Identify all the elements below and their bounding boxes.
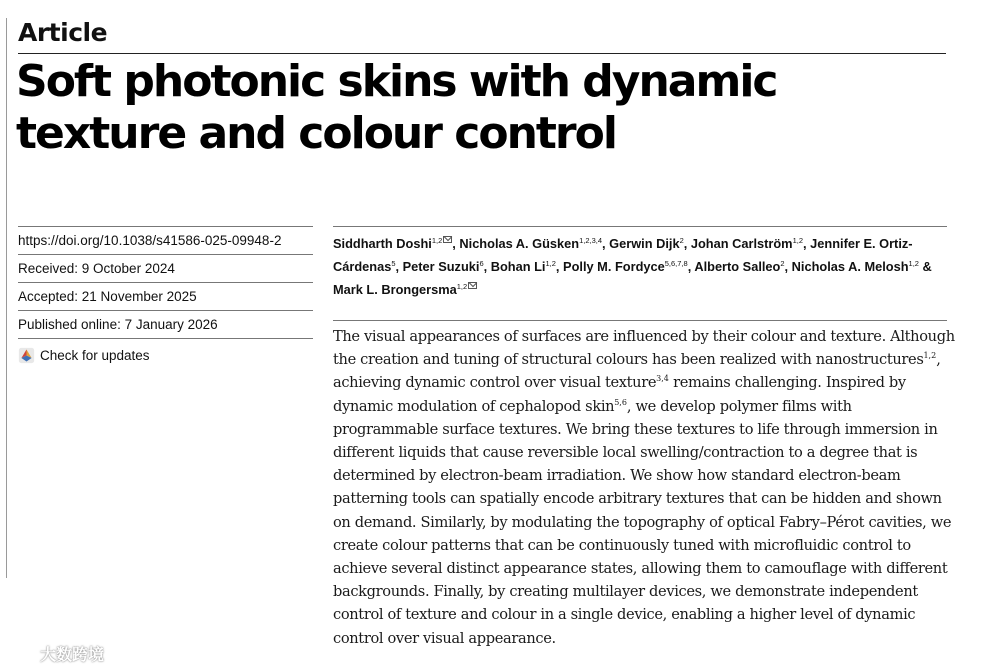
author-separator: , xyxy=(483,259,491,274)
envelope-icon[interactable] xyxy=(443,236,452,243)
reference-citation[interactable]: 3,4 xyxy=(656,374,669,384)
author-affiliation: 2 xyxy=(679,236,684,245)
author-name[interactable]: Jennifer E. Ortiz-Cárdenas xyxy=(333,236,913,274)
check-for-updates-link[interactable] xyxy=(18,338,313,366)
abstract-rule xyxy=(333,320,947,321)
abstract-text: The visual appearances of surfaces are influenced by their colour and texture. Although the creation and tuning of structural colours has been realized with nanostructures xyxy=(333,328,955,369)
author-affiliation: 1,2 xyxy=(431,236,443,245)
author-separator: , xyxy=(683,236,691,251)
author-affiliation: 1,2 xyxy=(545,259,556,268)
reference-citation[interactable]: 5,6 xyxy=(614,397,627,407)
accepted-date: Accepted: 21 November 2025 xyxy=(18,282,313,310)
author-affiliation: 5 xyxy=(391,259,396,268)
author-separator: & xyxy=(918,259,932,274)
author-name[interactable]: Nicholas A. Güsken xyxy=(459,236,580,251)
check-for-updates-label: Check for updates xyxy=(40,348,150,363)
abstract xyxy=(333,325,957,650)
author-separator: , xyxy=(395,259,403,274)
author-affiliation: 1,2,3,4 xyxy=(579,236,603,245)
header-rule xyxy=(18,53,946,54)
author-affiliation: 1,2 xyxy=(792,236,804,245)
article-title: Soft photonic skins with dynamic texture and colour control xyxy=(16,56,777,159)
watermark xyxy=(10,642,104,665)
author-name[interactable]: Alberto Salleo xyxy=(694,259,781,274)
author-separator: , xyxy=(452,236,460,251)
abstract-text: , achieving dynamic control over visual texture xyxy=(333,351,941,392)
author-separator: , xyxy=(784,259,792,274)
author-name[interactable]: Polly M. Fordyce xyxy=(563,259,665,274)
author-name[interactable]: Siddharth Doshi xyxy=(333,236,432,251)
article-metadata xyxy=(18,226,313,366)
crossmark-icon xyxy=(18,347,35,364)
reference-citation[interactable]: 1,2 xyxy=(923,351,937,361)
author-name[interactable]: Peter Suzuki xyxy=(402,259,480,274)
author-name[interactable]: Mark L. Brongersma xyxy=(333,282,457,297)
author-separator: , xyxy=(803,236,811,251)
watermark-text: 大数跨境 xyxy=(40,647,105,664)
author-separator: , xyxy=(602,236,610,251)
authors-rule xyxy=(333,226,947,227)
author-separator: , xyxy=(555,259,564,274)
author-name[interactable]: Nicholas A. Melosh xyxy=(791,259,909,274)
author-list xyxy=(333,231,947,300)
author-affiliation: 1,2 xyxy=(456,282,468,291)
envelope-icon[interactable] xyxy=(468,282,477,289)
author-affiliation: 2 xyxy=(780,259,785,268)
published-date: Published online: 7 January 2026 xyxy=(18,310,313,338)
author-affiliation: 1,2 xyxy=(908,259,919,268)
author-affiliation: 5,6,7,8 xyxy=(664,259,688,268)
author-separator: , xyxy=(687,259,695,274)
author-name[interactable]: Bohan Li xyxy=(490,259,546,274)
author-affiliation: 6 xyxy=(479,259,484,268)
brand-logo-icon xyxy=(10,646,36,662)
author-name[interactable]: Johan Carlström xyxy=(690,236,793,251)
abstract-text: , we develop polymer films with programmable surface textures. We bring these textures to life through immersion in different liquids that cause reversible local swelling/contraction to a degree that is determined by electron-beam irradiation. We show how standard electron-beam patterning tools can spatially encode arbitrary textures that can be hidden and shown on demand. Similarly, by modulating the topography of optical Fabry–Pérot cavities, we create colour patterns that can be continuously tuned with microfluidic control to achieve several distinct appearance states, allowing them to camouflage with different backgrounds. Finally, by creating multilayer devices, we demonstrate independent control of texture and colour in a single device, enabling a higher level of dynamic control over visual appearance. xyxy=(333,397,952,647)
received-date: Received: 9 October 2024 xyxy=(18,254,313,282)
doi-link[interactable]: https://doi.org/10.1038/s41586-025-09948-2 xyxy=(18,226,313,254)
article-type-label: Article xyxy=(18,18,108,47)
left-margin-rule xyxy=(6,18,7,578)
author-name[interactable]: Gerwin Dijk xyxy=(609,236,680,251)
abstract-text: remains challenging. Inspired by dynamic modulation of cephalopod skin xyxy=(333,374,906,415)
